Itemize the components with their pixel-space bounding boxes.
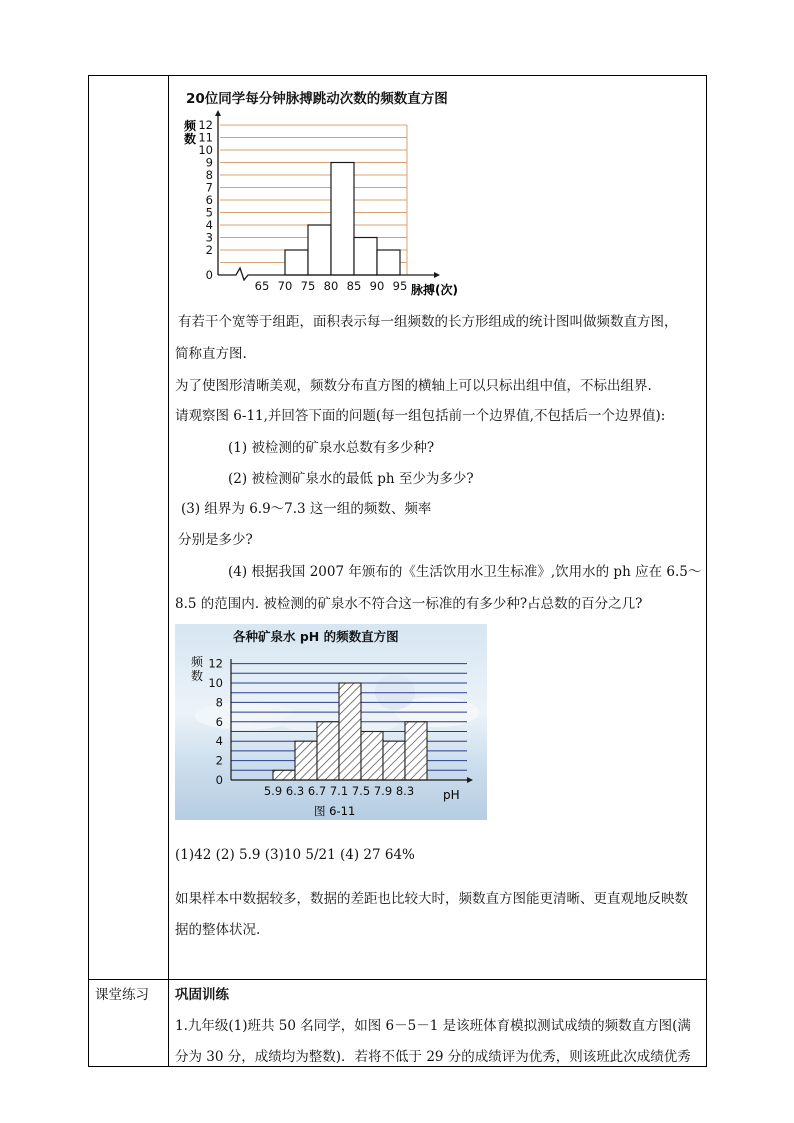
chart2-x-tick-label: 7.5	[351, 784, 371, 798]
chart1-y-tick-label: 12	[198, 118, 213, 132]
ph-histogram	[175, 624, 487, 820]
chart2-ylabel-2: 数	[191, 669, 204, 683]
chart2-x-tick-label: 8.3	[395, 784, 415, 798]
chart1-x-tick-label: 85	[346, 279, 362, 293]
chart2-y-tick-label: 10	[208, 676, 223, 690]
summary-line-2: 据的整体状况.	[175, 922, 261, 938]
chart1-x-tick-label: 90	[369, 279, 385, 293]
row-divider	[89, 979, 706, 980]
definition-line-2: 简称直方图.	[175, 346, 247, 362]
practice-line-2: 分为 30 分，成绩均为整数)．若将不低于 29 分的成绩评为优秀，则该班此次成绩优秀	[175, 1049, 691, 1065]
practice-label: 课堂练习	[95, 987, 149, 1003]
chart2-y-tick-label: 2	[215, 753, 223, 768]
chart1-y-tick-label: 7	[205, 180, 213, 195]
chart1-y-tick-label: 11	[198, 130, 213, 145]
chart1-bar	[285, 250, 308, 275]
chart2-x-tick-label: 7.1	[329, 784, 349, 798]
question-2: (2) 被检测矿泉水的最低 ph 至少为多少?	[228, 471, 474, 487]
summary-line-1: 如果样本中数据较多，数据的差距也比较大时，频数直方图能更清晰、更直观地反映数	[175, 891, 688, 907]
chart2-bar	[405, 722, 427, 780]
question-4-cont: 8.5 的范围内. 被检测的矿泉水不符合这一标准的有多少种?占总数的百分之几?	[175, 596, 643, 612]
chart1-ylabel-2: 数	[184, 132, 197, 146]
answers-line: (1)42 (2) 5.9 (3)10 5/21 (4) 27 64%	[175, 847, 415, 863]
chart2-bar	[383, 741, 405, 780]
chart2-bar	[361, 732, 383, 781]
chart2-x-tick-label: 5.9	[263, 784, 283, 798]
chart1-y-tick-label: 10	[198, 143, 213, 157]
chart1-bar	[308, 225, 331, 275]
chart2-y-tick-label: 8	[215, 695, 223, 710]
chart2-y-tick-label: 12	[208, 656, 223, 671]
question-3-cont: 分别是多少?	[178, 532, 253, 548]
chart2-y-tick-label: 6	[215, 714, 223, 729]
chart1-bar	[354, 238, 377, 276]
definition-line-1: 有若干个宽等于组距，面积表示每一组频数的长方形组成的统计图叫做频数直方图，	[178, 314, 678, 330]
pulse-histogram	[172, 80, 472, 298]
chart1-x-tick-label: 75	[300, 279, 316, 293]
chart2-bar	[317, 722, 339, 780]
chart2-ylabel-1: 频	[191, 655, 204, 669]
chart1-title: 20位同学每分钟脉搏跳动次数的频数直方图	[186, 91, 448, 107]
chart1-y-tick-label: 9	[205, 155, 213, 170]
chart1-bar	[331, 163, 354, 276]
question-3: (3) 组界为 6.9～7.3 这一组的频数、频率	[181, 501, 432, 517]
chart1-xlabel: 脉搏(次)	[411, 283, 458, 297]
chart1-y-tick-label: 3	[205, 230, 213, 245]
question-prompt: 请观察图 6-11,并回答下面的问题(每一组包括前一个边界值,不包括后一个边界值):	[175, 408, 666, 424]
chart1-y-tick-label: 0	[205, 268, 213, 282]
chart1-ylabel-1: 频	[184, 119, 197, 133]
chart1-y-tick-label: 2	[205, 243, 213, 257]
chart2-bar	[273, 770, 295, 780]
chart1-x-tick-label: 65	[254, 279, 270, 293]
chart1-y-tick-label: 8	[205, 168, 213, 182]
practice-line-1: 1.九年级(1)班共 50 名同学，如图 6－5－1 是该班体育模拟测试成绩的频数直方图(满	[175, 1018, 691, 1034]
chart2-y-tick-label: 0	[215, 773, 223, 787]
chart1-y-tick-label: 4	[205, 218, 213, 232]
practice-heading: 巩固训练	[175, 987, 229, 1003]
column-divider	[168, 76, 169, 1066]
question-1: (1) 被检测的矿泉水总数有多少种?	[228, 440, 435, 456]
chart2-x-tick-label: 7.9	[373, 784, 393, 798]
midpoint-note: 为了使图形清晰美观，频数分布直方图的横轴上可以只标出组中值，不标出组界.	[175, 378, 652, 394]
chart2-bar	[295, 741, 317, 780]
chart2-y-tick-label: 4	[215, 734, 223, 749]
chart1-y-arrow	[215, 110, 221, 116]
chart2-x-tick-label: 6.3	[285, 784, 305, 798]
chart1-y-tick-label: 6	[205, 193, 213, 207]
chart2-title: 各种矿泉水 pH 的频数直方图	[233, 629, 399, 644]
chart1-x-tick-label: 70	[277, 279, 293, 293]
chart1-y-tick-label: 5	[205, 205, 213, 220]
chart2-bar	[339, 683, 361, 780]
chart2-xlabel: pH	[443, 788, 460, 802]
chart2-caption: 图 6-11	[314, 804, 356, 818]
chart1-x-tick-label: 80	[323, 279, 339, 293]
chart1-bar	[377, 250, 400, 275]
question-4: (4) 根据我国 2007 年颁布的《生活饮用水卫生标准》,饮用水的 ph 应在 6.5～	[228, 564, 702, 580]
chart1-x-tick-label: 95	[392, 279, 408, 293]
chart1-x-arrow	[434, 272, 440, 278]
chart2-x-tick-label: 6.7	[307, 784, 327, 798]
